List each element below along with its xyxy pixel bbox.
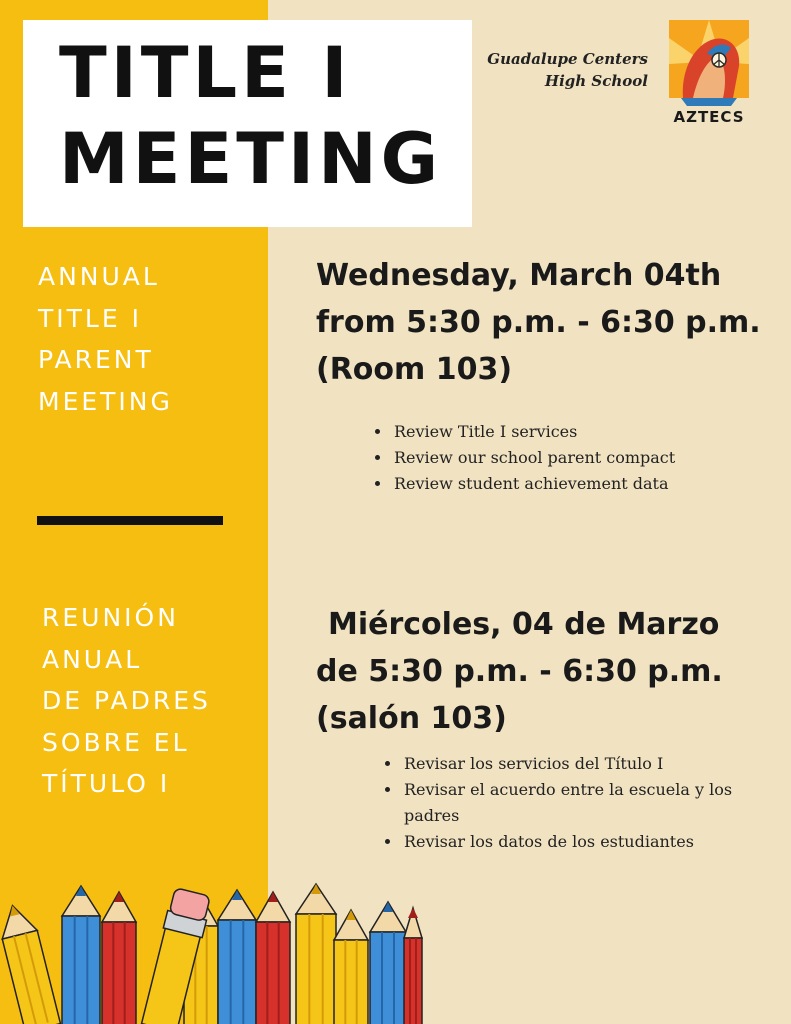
list-item: • Revisar los datos de los estudiantes [402, 829, 772, 855]
aztecs-logo-icon [667, 18, 751, 126]
divider [37, 516, 223, 525]
side-heading-line: PARENT [38, 345, 154, 374]
title-box [23, 20, 472, 227]
page-title-line-2: MEETING [59, 118, 443, 200]
spanish-agenda-list [382, 751, 772, 855]
pencils-illustration [0, 878, 430, 1024]
side-heading-line: ANUAL [42, 644, 143, 674]
side-heading-line: TÍTULO I [42, 769, 171, 798]
pencil-icon [334, 910, 368, 1024]
event-room: (Room 103) [316, 352, 513, 387]
pencil-icon [296, 884, 336, 1024]
list-item: • Revisar el acuerdo entre la escuela y los padres [402, 777, 772, 829]
english-agenda-list [372, 419, 772, 497]
side-heading-line: TITLE I [38, 303, 142, 333]
page-title-line-1: TITLE I [59, 32, 352, 114]
school-name-line-2: High School [544, 72, 648, 90]
pencil-icon [404, 908, 422, 1024]
pencil-icon [102, 892, 136, 1024]
list-item: • Review our school parent compact [392, 445, 772, 471]
list-item: • Revisar los servicios del Título I [402, 751, 772, 777]
logo-text: AZTECS [673, 108, 745, 126]
pencil-icon [256, 892, 290, 1024]
event-time: de 5:30 p.m. - 6:30 p.m. [316, 654, 723, 689]
pencil-icon [370, 902, 406, 1024]
event-room: (salón 103) [316, 701, 507, 736]
pencil-icon [0, 901, 60, 1024]
pencil-icon [62, 886, 100, 1024]
side-heading-line: SOBRE EL [42, 727, 190, 757]
spanish-side-heading [42, 597, 211, 805]
event-date: Wednesday, March 04th [316, 258, 722, 293]
english-side-heading [38, 256, 173, 422]
spanish-event-heading [316, 601, 723, 742]
event-date: Miércoles, 04 de Marzo [328, 607, 720, 642]
school-name [487, 48, 648, 92]
event-time: from 5:30 p.m. - 6:30 p.m. [316, 305, 761, 340]
side-heading-line: REUNIÓN [42, 603, 179, 632]
list-item: • Review Title I services [392, 419, 772, 445]
english-event-heading [316, 252, 761, 393]
pencil-icon [218, 890, 256, 1024]
side-heading-line: MEETING [38, 386, 173, 416]
school-name-line-1: Guadalupe Centers [487, 50, 648, 68]
side-heading-line: ANNUAL [38, 262, 160, 291]
list-item: • Review student achievement data [392, 471, 772, 497]
side-heading-line: DE PADRES [42, 686, 211, 715]
